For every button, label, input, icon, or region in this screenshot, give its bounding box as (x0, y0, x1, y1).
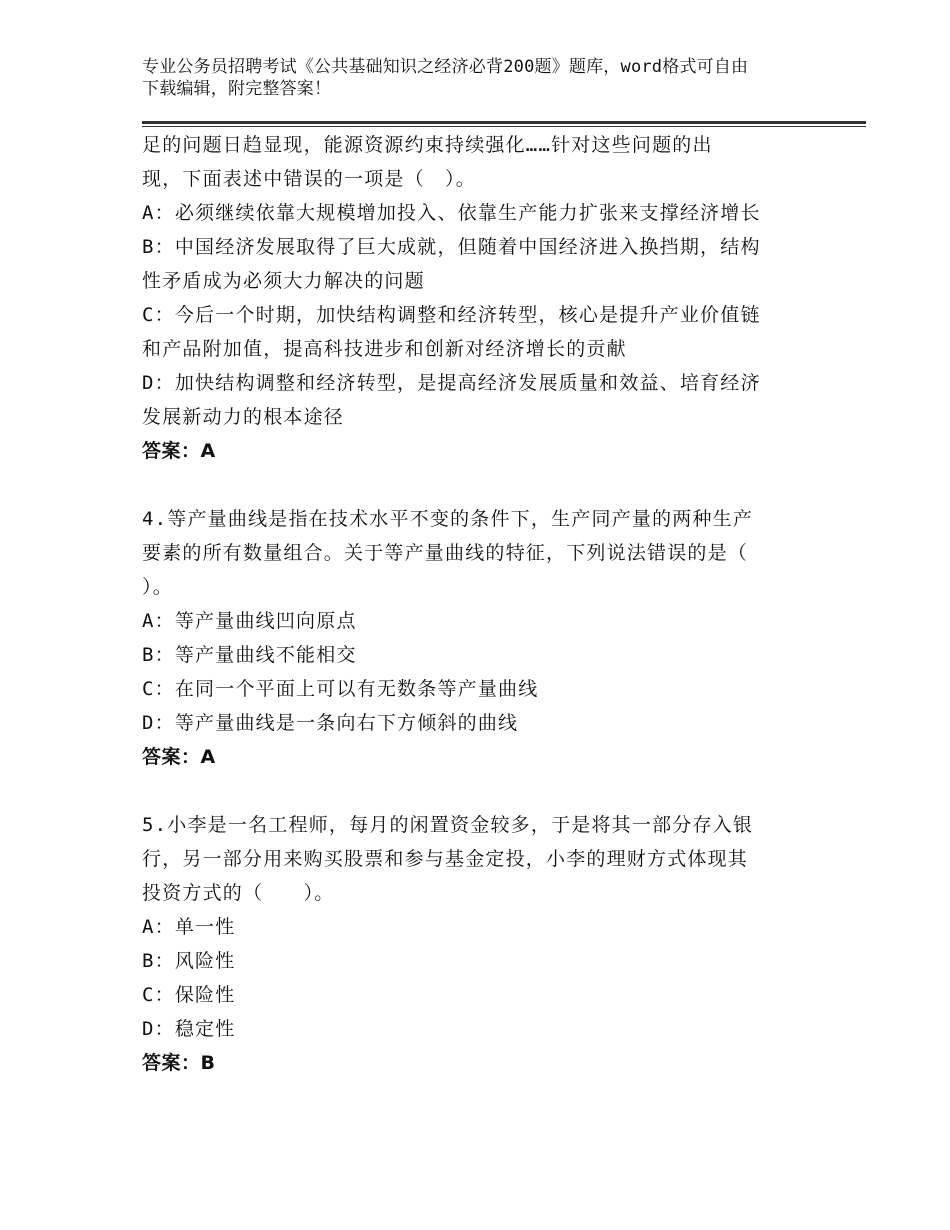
answer-label: 答案：B (142, 1052, 216, 1074)
question-stem-line: 行，另一部分用来购买股票和参与基金定投，小李的理财方式体现其 (142, 848, 749, 870)
question-stem-line: 足的问题日趋显现，能源资源约束持续强化……针对这些问题的出 (142, 134, 713, 156)
header-divider-thin (142, 126, 866, 127)
option-a: A：等产量曲线凹向原点 (142, 610, 357, 632)
question-stem-line: 投资方式的（ ）。 (142, 882, 335, 904)
document-body (142, 128, 812, 1080)
header-line-1: 专业公务员招聘考试《公共基础知识之经济必背200题》题库，word格式可自由 (142, 57, 749, 77)
question-5 (142, 808, 812, 1080)
option-d-continued: 发展新动力的根本途径 (142, 406, 345, 428)
option-b: B：风险性 (142, 950, 236, 972)
option-a: A：单一性 (142, 916, 236, 938)
question-stem-line: ）。 (142, 576, 173, 598)
option-b: B：等产量曲线不能相交 (142, 644, 357, 666)
question-3 (142, 128, 812, 468)
header-divider-thick (142, 121, 866, 124)
question-stem-line: 现，下面表述中错误的一项是（ ）。 (142, 168, 476, 190)
option-c: C：在同一个平面上可以有无数条等产量曲线 (142, 678, 539, 700)
option-c: C：今后一个时期，加快结构调整和经济转型，核心是提升产业价值链 (142, 304, 761, 326)
question-stem-line: 要素的所有数量组合。关于等产量曲线的特征，下列说法错误的是（ (142, 542, 749, 564)
option-c-continued: 和产品附加值，提高科技进步和创新对经济增长的贡献 (142, 338, 627, 360)
option-a: A：必须继续依靠大规模增加投入、依靠生产能力扩张来支撑经济增长 (142, 202, 761, 224)
option-b: B：中国经济发展取得了巨大成就，但随着中国经济进入换挡期，结构 (142, 236, 761, 258)
answer-label: 答案：A (142, 440, 216, 462)
option-c: C：保险性 (142, 984, 236, 1006)
spacer (142, 774, 812, 808)
option-d: D：等产量曲线是一条向右下方倾斜的曲线 (142, 712, 519, 734)
answer-label: 答案：A (142, 746, 216, 768)
option-d: D：加快结构调整和经济转型，是提高经济发展质量和效益、培育经济 (142, 372, 761, 394)
question-stem-line: 4.等产量曲线是指在技术水平不变的条件下，生产同产量的两种生产 (142, 508, 754, 530)
option-b-continued: 性矛盾成为必须大力解决的问题 (142, 270, 425, 292)
header-line-2: 下载编辑，附完整答案！ (142, 79, 332, 99)
question-4 (142, 502, 812, 774)
question-stem-line: 5.小李是一名工程师，每月的闲置资金较多，于是将其一部分存入银 (142, 814, 754, 836)
spacer (142, 468, 812, 502)
option-d: D：稳定性 (142, 1018, 236, 1040)
document-header (142, 56, 822, 100)
